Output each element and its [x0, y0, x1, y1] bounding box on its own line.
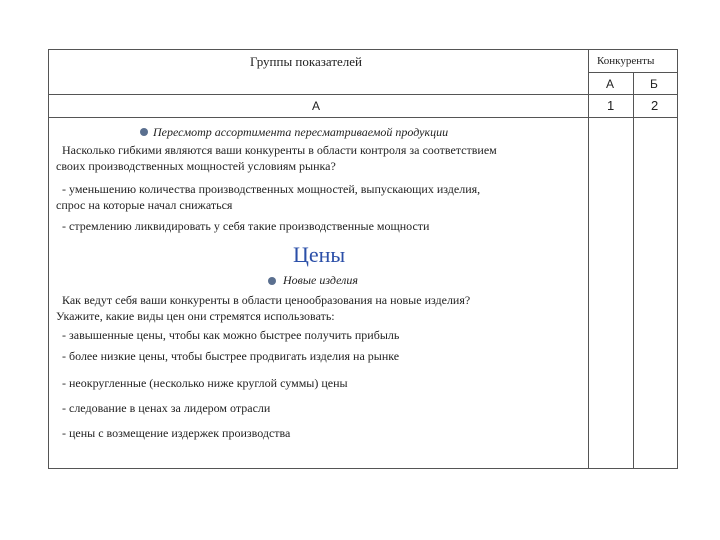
- table-top-border: [48, 49, 678, 50]
- header-groups: Группы показателей: [250, 54, 363, 69]
- section2-line7: - цены с возмещение издержек производства: [62, 426, 291, 440]
- header-competitors: Конкуренты: [597, 55, 655, 67]
- row-divider-numbers: [48, 117, 678, 118]
- section1-title: Пересмотр ассортимента пересматриваемой продукции: [153, 125, 449, 139]
- section2-line4: - более низкие цены, чтобы быстрее продвигать изделия на рынке: [62, 349, 400, 363]
- prices-heading: Цены: [293, 242, 346, 267]
- section2-line5: - неокругленные (несколько ниже круглой суммы) цены: [62, 376, 348, 390]
- table-left-border: [48, 49, 49, 469]
- row-divider-competitors: [588, 72, 678, 73]
- table-right-border: [677, 49, 678, 469]
- table-bottom-border: [48, 468, 678, 469]
- bullet-icon: [268, 277, 276, 285]
- row-divider-header: [48, 94, 678, 95]
- section1-line1: Насколько гибкими являются ваши конкуренты в области контроля за соответствием: [62, 143, 497, 157]
- col-a-number: 1: [607, 98, 615, 113]
- section2-title: Новые изделия: [283, 273, 358, 287]
- section2-line6: - следование в ценах за лидером отрасли: [62, 401, 271, 415]
- bullet-icon: [140, 128, 148, 136]
- section2-line2: Укажите, какие виды цен они стремятся использовать:: [56, 309, 335, 323]
- section1-line4: спрос на которые начал снижаться: [56, 198, 233, 212]
- section1-line2: своих производственных мощностей условиям рынка?: [56, 159, 336, 173]
- section1-line5: - стремлению ликвидировать у себя такие производственные мощности: [62, 219, 430, 233]
- section2-line3: - завышенные цены, чтобы как можно быстрее получить прибыль: [62, 328, 400, 342]
- header-col-b: Б: [650, 77, 658, 91]
- col-b-number: 2: [651, 98, 659, 113]
- column-divider-main: [588, 49, 589, 469]
- section2-line1: Как ведут себя ваши конкуренты в области ценообразования на новые изделия?: [62, 293, 471, 307]
- row-label-a: А: [312, 99, 321, 113]
- column-divider-ab: [633, 72, 634, 469]
- section1-line3: - уменьшению количества производственных мощностей, выпускающих изделия,: [62, 182, 481, 196]
- header-col-a: А: [606, 77, 615, 91]
